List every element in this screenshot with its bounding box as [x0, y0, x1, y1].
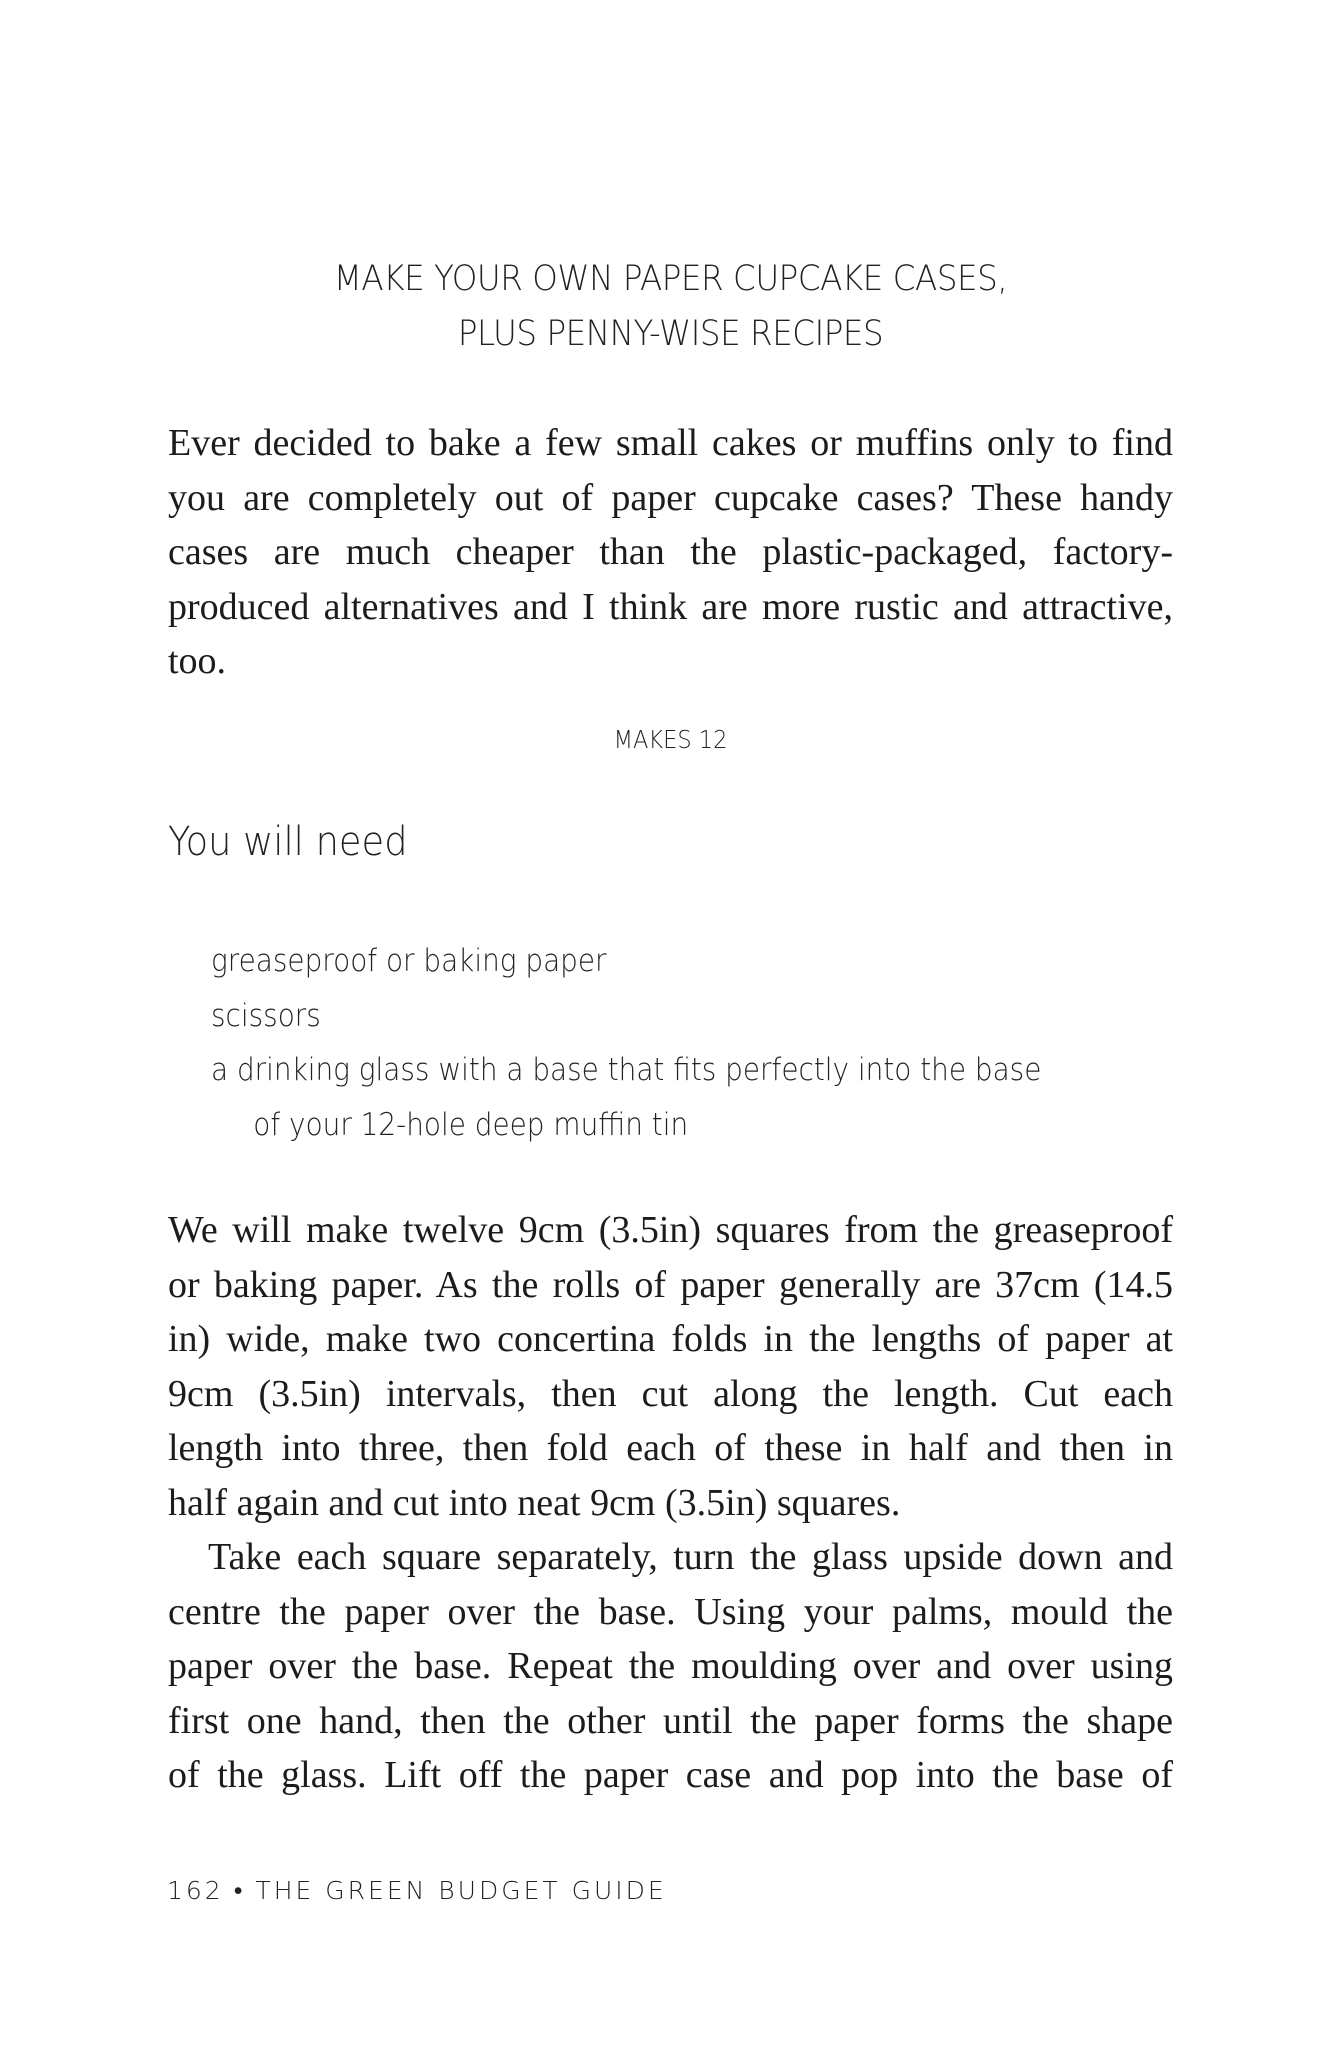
materials-list-item: a drinking glass with a base that fits perfectly into the base	[211, 1052, 1042, 1088]
text-line: or baking paper. As the rolls of paper generally are 37cm (14.5	[168, 1263, 1173, 1306]
materials-list-item-continuation: of your 12-hole deep muffin tin	[253, 1106, 689, 1143]
text-line: We will make twelve 9cm (3.5in) squares from the greaseproof	[168, 1209, 1173, 1251]
text-line: Take each square separately, turn the glass upside down and	[208, 1536, 1173, 1578]
page-footer	[167, 1874, 667, 1908]
section-title-line: PLUS PENNY-WISE RECIPES	[457, 314, 884, 354]
you-will-need-heading: You will need	[168, 819, 408, 865]
materials-list-item: greaseproof or baking paper	[211, 943, 607, 979]
text-line: cases are much cheaper than the plastic-packaged, factory-	[168, 531, 1173, 573]
method-paragraph-2	[168, 1530, 1173, 1803]
recipe-yield: MAKES 12	[613, 725, 728, 754]
method-text	[168, 1203, 1173, 1803]
section-title-line: MAKE YOUR OWN PAPER CUPCAKE CASES,	[333, 259, 1008, 299]
text-line: in) wide, make two concertina folds in the lengths of paper at	[168, 1318, 1173, 1360]
text-line: half again and cut into neat 9cm (3.5in) squares.	[168, 1481, 901, 1524]
text-line: 9cm (3.5in) intervals, then cut along the length. Cut each	[168, 1372, 1173, 1415]
text-line: paper over the base. Repeat the moulding over and over using	[168, 1645, 1173, 1687]
text-line: first one hand, then the other until the paper forms the shape	[168, 1699, 1173, 1742]
intro-paragraph	[168, 416, 1173, 689]
book-title: THE GREEN BUDGET GUIDE	[255, 1876, 667, 1905]
bullet-separator-icon: •	[233, 1876, 246, 1905]
page-number: 162	[167, 1876, 224, 1905]
text-line: too.	[168, 640, 227, 682]
text-line: produced alternatives and I think are more rustic and attractive,	[168, 585, 1173, 628]
method-paragraph-1	[168, 1203, 1173, 1530]
materials-list	[211, 934, 1171, 1152]
text-line: Ever decided to bake a few small cakes or muffins only to find	[168, 422, 1173, 464]
text-line: length into three, then fold each of these in half and then in	[168, 1427, 1173, 1469]
text-line: you are completely out of paper cupcake cases? These handy	[168, 476, 1173, 519]
materials-list-item: scissors	[211, 997, 321, 1034]
text-line: of the glass. Lift off the paper case and pop into the base of	[168, 1754, 1173, 1796]
section-title	[203, 252, 1138, 362]
text-line: centre the paper over the base. Using your palms, mould the	[168, 1590, 1173, 1633]
